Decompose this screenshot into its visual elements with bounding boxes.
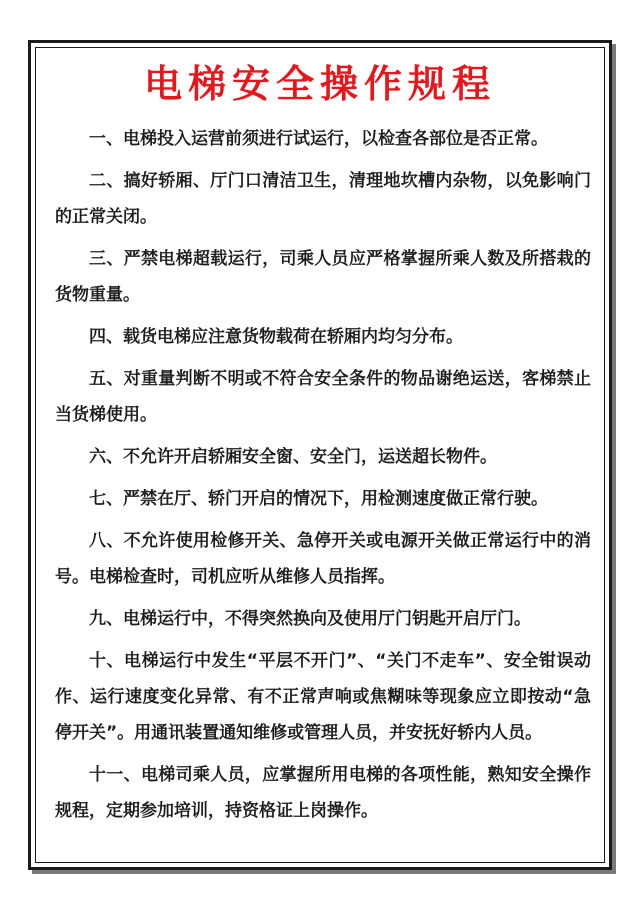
rule-item: 十、电梯运行中发生“平层不开门”、“关门不走车”、安全钳误动作、运行速度变化异常、有不正常声响或焦糊味等现象应立即按动“急停开关”。用通讯装置通知维修或管理人员，并安抚好轿内人员。 bbox=[55, 651, 591, 743]
rule-item: 三、严禁电梯超载运行，司乘人员应严格掌握所乘人数及所搭栽的货物重量。 bbox=[55, 249, 591, 305]
rules-list bbox=[55, 121, 591, 835]
rule-item: 二、搞好轿厢、厅门口清洁卫生，清理地坎槽内杂物，以免影响门的正常关闭。 bbox=[55, 171, 591, 227]
page-title: 电梯安全操作规程 bbox=[143, 62, 496, 106]
rule-item: 八、不允许使用检修开关、急停开关或电源开关做正常运行中的消号。电梯检查时，司机应听从维修人员指挥。 bbox=[55, 531, 591, 587]
notice-board-frame bbox=[28, 40, 612, 870]
rule-item: 五、对重量判断不明或不符合安全条件的物品谢绝运送，客梯禁止当货梯使用。 bbox=[55, 369, 591, 425]
rule-item: 六、不允许开启轿厢安全窗、安全门，运送超长物件。 bbox=[89, 447, 497, 467]
rule-item: 九、电梯运行中，不得突然换向及使用厅门钥匙开启厅门。 bbox=[89, 609, 531, 629]
rule-item: 七、严禁在厅、轿门开启的情况下，用检测速度做正常行驶。 bbox=[89, 489, 548, 509]
rule-item: 十一、电梯司乘人员，应掌握所用电梯的各项性能，熟知安全操作规程，定期参加培训，持资格证上岗操作。 bbox=[55, 765, 591, 821]
rule-item: 一、电梯投入运营前须进行试运行，以检查各部位是否正常。 bbox=[89, 129, 548, 149]
rule-item: 四、载货电梯应注意货物载荷在轿厢内均匀分布。 bbox=[89, 327, 463, 347]
